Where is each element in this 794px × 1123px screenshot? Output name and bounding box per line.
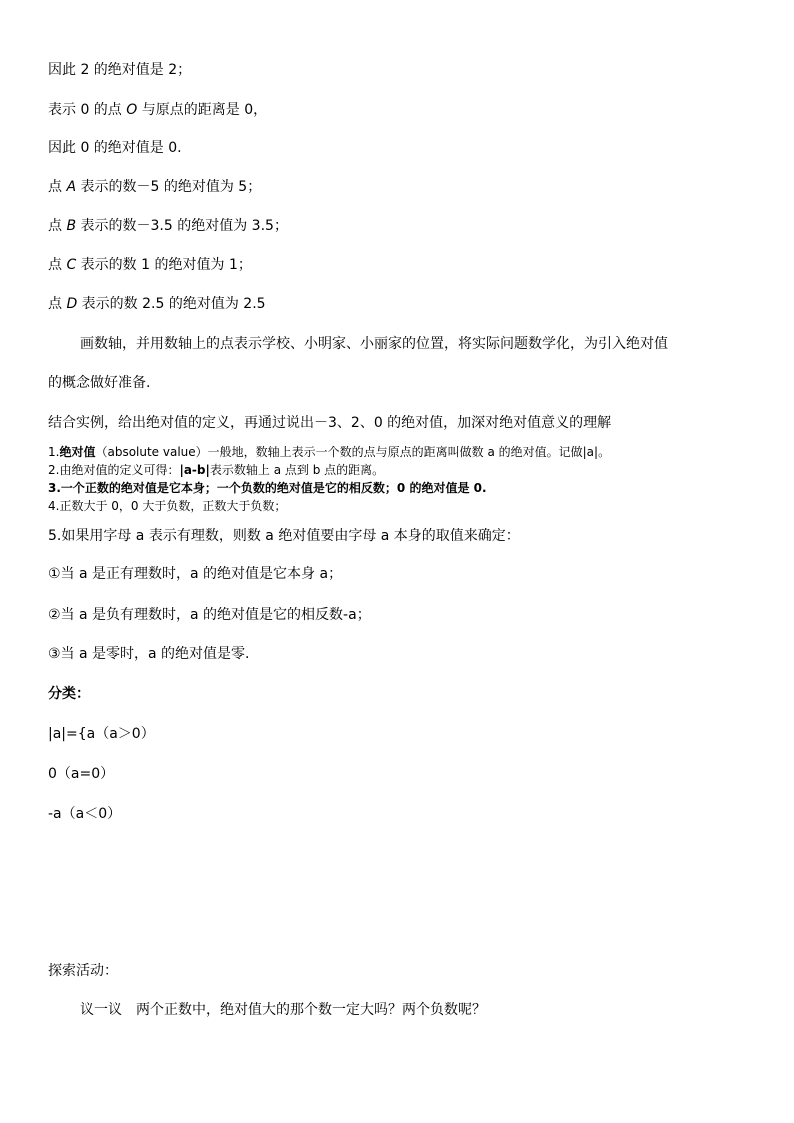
classification-row-positive: |a|={a（a＞0） [48, 726, 155, 742]
line-5: 点 B 表示的数－3.5 的绝对值为 3.5； [48, 218, 288, 234]
classification-row-negative: -a（a＜0） [48, 806, 122, 822]
explore-heading: 探索活动： [48, 963, 118, 979]
list-item-1: 1.绝对值（absolute value）一般地，数轴上表示一个数的点与原点的距离叫做数 a 的绝对值。记做|a|。 [48, 445, 611, 459]
paragraph-number-axis: 画数轴，并用数轴上的点表示学校、小明家、小丽家的位置，将实际问题数学化，为引入绝对值 [80, 336, 668, 352]
paragraph-examples: 结合实例，给出绝对值的定义，再通过说出－3、2、0 的绝对值，加深对绝对值意义的理解 [48, 415, 612, 431]
case-zero: ③当 a 是零时，a 的绝对值是零. [48, 646, 250, 662]
list-item-3: 3.一个正数的绝对值是它本身；一个负数的绝对值是它的相反数；0 的绝对值是 0. [48, 481, 487, 495]
line-4: 点 A 表示的数－5 的绝对值为 5； [48, 179, 262, 195]
line-2: 表示 0 的点 O 与原点的距离是 0， [48, 102, 268, 118]
line-1: 因此 2 的绝对值是 2； [48, 62, 192, 78]
classification-heading: 分类： [48, 686, 90, 702]
paragraph-number-axis-cont: 的概念做好准备. [48, 375, 151, 391]
line-7: 点 D 表示的数 2.5 的绝对值为 2.5 [48, 296, 266, 312]
list-item-2: 2.由绝对值的定义可得：|a-b|表示数轴上 a 点到 b 点的距离。 [48, 463, 385, 477]
line-6: 点 C 表示的数 1 的绝对值为 1； [48, 257, 252, 273]
line-3: 因此 0 的绝对值是 0. [48, 140, 182, 156]
case-positive: ①当 a 是正有理数时，a 的绝对值是它本身 a； [48, 566, 343, 582]
list-item-5: 5.如果用字母 a 表示有理数，则数 a 绝对值要由字母 a 本身的取值来确定： [48, 528, 520, 544]
explore-question: 议一议 两个正数中，绝对值大的那个数一定大吗？两个负数呢？ [80, 1002, 486, 1018]
list-item-4: 4.正数大于 0，0 大于负数，正数大于负数； [48, 499, 287, 513]
classification-row-zero: 0（a=0） [48, 766, 115, 782]
case-negative: ②当 a 是负有理数时，a 的绝对值是它的相反数-a； [48, 607, 371, 623]
